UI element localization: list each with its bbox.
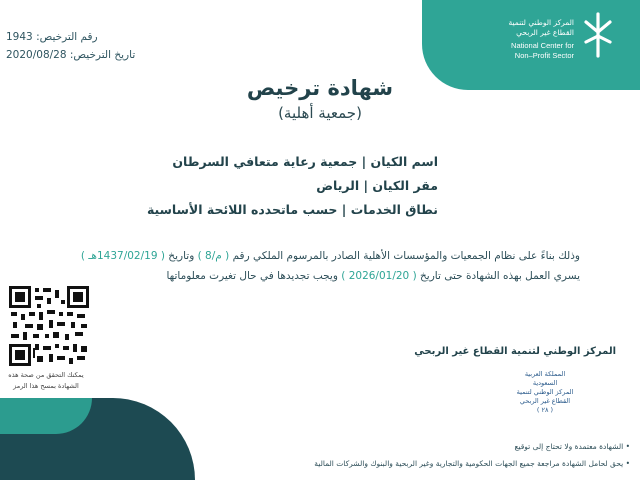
issuer-name: المركز الوطني لتنمية القطاع غير الربحي bbox=[414, 346, 616, 357]
entity-name: اسم الكيان | جمعية رعاية متعافي السرطان bbox=[172, 154, 438, 169]
entity-details bbox=[120, 150, 438, 222]
entity-hq: مقر الكيان | الرياض bbox=[316, 178, 438, 193]
valid-until-date: ( 2026/01/20 ) bbox=[341, 270, 417, 282]
note-no-signature: • الشهادة معتمدة ولا تحتاج إلى توقيع bbox=[514, 442, 630, 451]
qr-caption-line1: يمكنك التحقق من صحة هذه bbox=[8, 371, 84, 379]
note-holder-rights: • يحق لحامل الشهادة مراجعة جميع الجهات الحكومية والتجارية وغير الربحية والبنوك والشركات المالية bbox=[314, 459, 630, 468]
license-number: رقم الترخيص: 1943 bbox=[6, 31, 98, 43]
footer-notes bbox=[200, 438, 630, 472]
statement-line1 bbox=[20, 246, 580, 266]
certificate-subtitle: (جمعية أهلية) bbox=[278, 104, 362, 122]
org-name-ar-line2: القطاع غير الربحي bbox=[516, 28, 574, 37]
statement-line2-suffix: ويجب تجديدها في حال تغيرت معلوماتها bbox=[166, 270, 338, 282]
stamp-line4: ( ٢٨ ) bbox=[536, 406, 554, 414]
services-scope: نطاق الخدمات | حسب ماتحدده اللائحة الأساسية bbox=[146, 202, 438, 217]
org-name-ar bbox=[474, 18, 574, 38]
org-name-ar-line1: المركز الوطني لتنمية bbox=[508, 18, 574, 27]
decree-date: ( 1437/02/19هـ ) bbox=[80, 250, 165, 262]
license-date: تاريخ الترخيص: 2020/08/28 bbox=[6, 49, 136, 61]
verification-qr-code[interactable] bbox=[9, 286, 89, 366]
qr-caption bbox=[0, 370, 92, 392]
decree-number: ( م/8 ) bbox=[197, 250, 230, 262]
certificate-title: شهادة ترخيص bbox=[246, 76, 394, 100]
org-name-en bbox=[464, 41, 574, 61]
legal-statement bbox=[20, 246, 580, 286]
org-name-en-line1: National Center for bbox=[511, 41, 574, 50]
license-meta bbox=[6, 28, 135, 64]
statement-line1-prefix: وذلك بناءً على نظام الجمعيات والمؤسسات الأهلية الصادر بالمرسوم الملكي رقم bbox=[232, 250, 580, 262]
statement-line2 bbox=[20, 266, 580, 286]
stamp-line2: المركز الوطني لتنمية bbox=[516, 388, 574, 396]
statement-line1-mid: وتاريخ bbox=[168, 250, 195, 262]
ncnp-logo-icon bbox=[580, 10, 616, 60]
org-name-en-line2: Non–Profit Sector bbox=[514, 51, 574, 60]
official-stamp bbox=[512, 370, 578, 415]
stamp-line3: القطاع غير الربحي bbox=[519, 397, 571, 405]
statement-line2-prefix: يسري العمل بهذه الشهادة حتى تاريخ bbox=[420, 270, 580, 282]
stamp-line1: المملكة العربية السعودية bbox=[524, 370, 566, 387]
qr-caption-line2: الشهادة بمسح هذا الرمز bbox=[13, 382, 79, 390]
